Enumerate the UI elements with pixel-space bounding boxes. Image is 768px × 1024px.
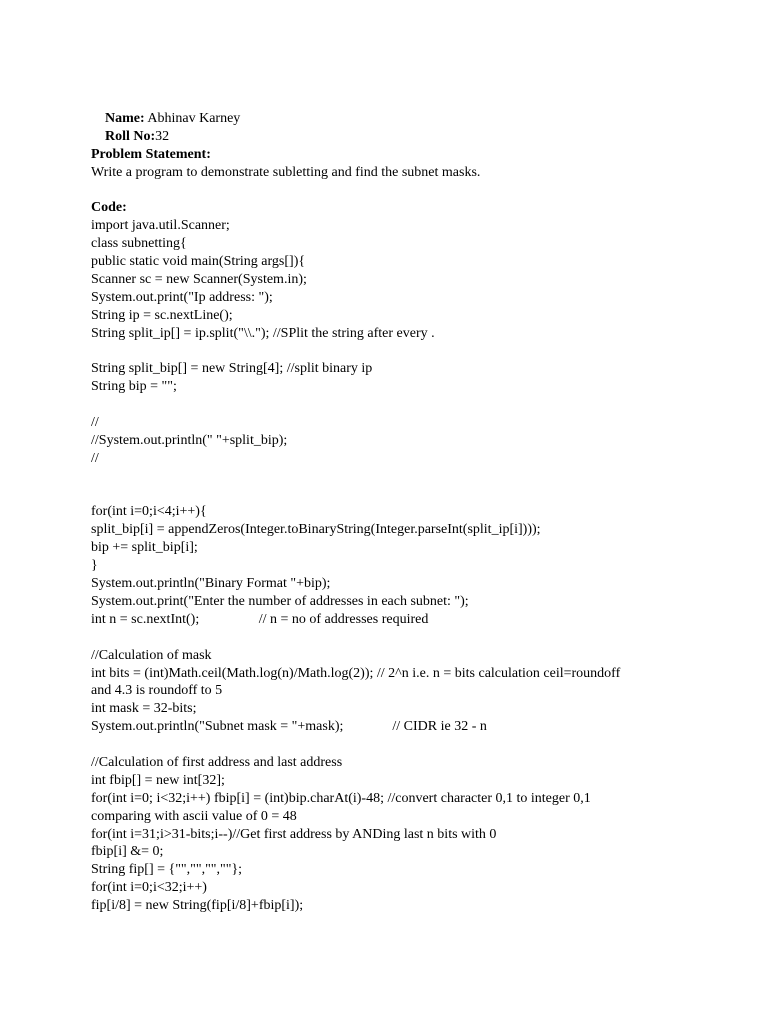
code-block xyxy=(91,217,731,915)
spacer xyxy=(91,181,731,199)
name-value: Abhinav Karney xyxy=(144,110,241,126)
code-line xyxy=(91,736,731,754)
code-line: fbip[i] &= 0; xyxy=(91,844,164,860)
code-line: // xyxy=(91,450,99,466)
roll-label: Roll No: xyxy=(105,128,156,144)
code-line xyxy=(91,396,731,414)
code-line: comparing with ascii value of 0 = 48 xyxy=(91,808,297,824)
code-line: int n = sc.nextInt(); // n = no of addresses required xyxy=(91,611,429,627)
code-line: public static void main(String args[]){ xyxy=(91,254,306,270)
code-line: System.out.println("Subnet mask = "+mask); // CIDR ie 32 - n xyxy=(91,719,487,735)
code-line: Scanner sc = new Scanner(System.in); xyxy=(91,271,307,287)
code-line xyxy=(91,468,731,486)
code-line: import java.util.Scanner; xyxy=(91,218,230,234)
code-line: } xyxy=(91,558,98,574)
problem-text: Write a program to demonstrate subletting and find the subnet masks. xyxy=(91,164,481,180)
code-line: split_bip[i] = appendZeros(Integer.toBinaryString(Integer.parseInt(split_ip[i]))); xyxy=(91,522,541,538)
code-line: int bits = (int)Math.ceil(Math.log(n)/Math.log(2)); // 2^n i.e. n = bits calculation ceil=roundoff xyxy=(91,665,621,681)
code-line: for(int i=31;i>31-bits;i--)//Get first address by ANDing last n bits with 0 xyxy=(91,826,497,842)
code-line: for(int i=0; i<32;i++) fbip[i] = (int)bip.charAt(i)-48; //convert character 0,1 to integer 0,1 xyxy=(91,790,591,806)
document-page xyxy=(91,92,731,915)
code-line: fip[i/8] = new String(fip[i/8]+fbip[i]); xyxy=(91,898,304,914)
problem-heading: Problem Statement: xyxy=(91,146,211,162)
name-label: Name: xyxy=(105,110,145,126)
code-line xyxy=(91,342,731,360)
code-line: String split_ip[] = ip.split("\\."); //SPlit the string after every . xyxy=(91,325,435,341)
code-line: String bip = ""; xyxy=(91,379,177,395)
code-line: and 4.3 is roundoff to 5 xyxy=(91,683,223,699)
code-line: bip += split_bip[i]; xyxy=(91,540,198,556)
code-line: System.out.print("Ip address: "); xyxy=(91,289,273,305)
roll-value: 32 xyxy=(155,128,170,144)
code-line: int mask = 32-bits; xyxy=(91,701,197,717)
code-line: String split_bip[] = new String[4]; //split binary ip xyxy=(91,361,373,377)
code-line: //Calculation of first address and last address xyxy=(91,754,343,770)
code-line: int fbip[] = new int[32]; xyxy=(91,772,225,788)
code-line: for(int i=0;i<4;i++){ xyxy=(91,504,207,520)
code-line: String ip = sc.nextLine(); xyxy=(91,307,233,323)
code-line: System.out.print("Enter the number of addresses in each subnet: "); xyxy=(91,593,469,609)
code-line: //Calculation of mask xyxy=(91,647,212,663)
name-line xyxy=(91,92,731,126)
code-heading: Code: xyxy=(91,200,127,216)
code-line: // xyxy=(91,415,99,431)
code-line: //System.out.println(" "+split_bip); xyxy=(91,432,288,448)
code-line: for(int i=0;i<32;i++) xyxy=(91,880,207,896)
code-line xyxy=(91,629,731,647)
code-line: String fip[] = {"","","",""}; xyxy=(91,862,243,878)
code-line: System.out.println("Binary Format "+bip); xyxy=(91,576,331,592)
spacer xyxy=(91,128,731,146)
code-line: class subnetting{ xyxy=(91,236,187,252)
code-line xyxy=(91,486,731,504)
